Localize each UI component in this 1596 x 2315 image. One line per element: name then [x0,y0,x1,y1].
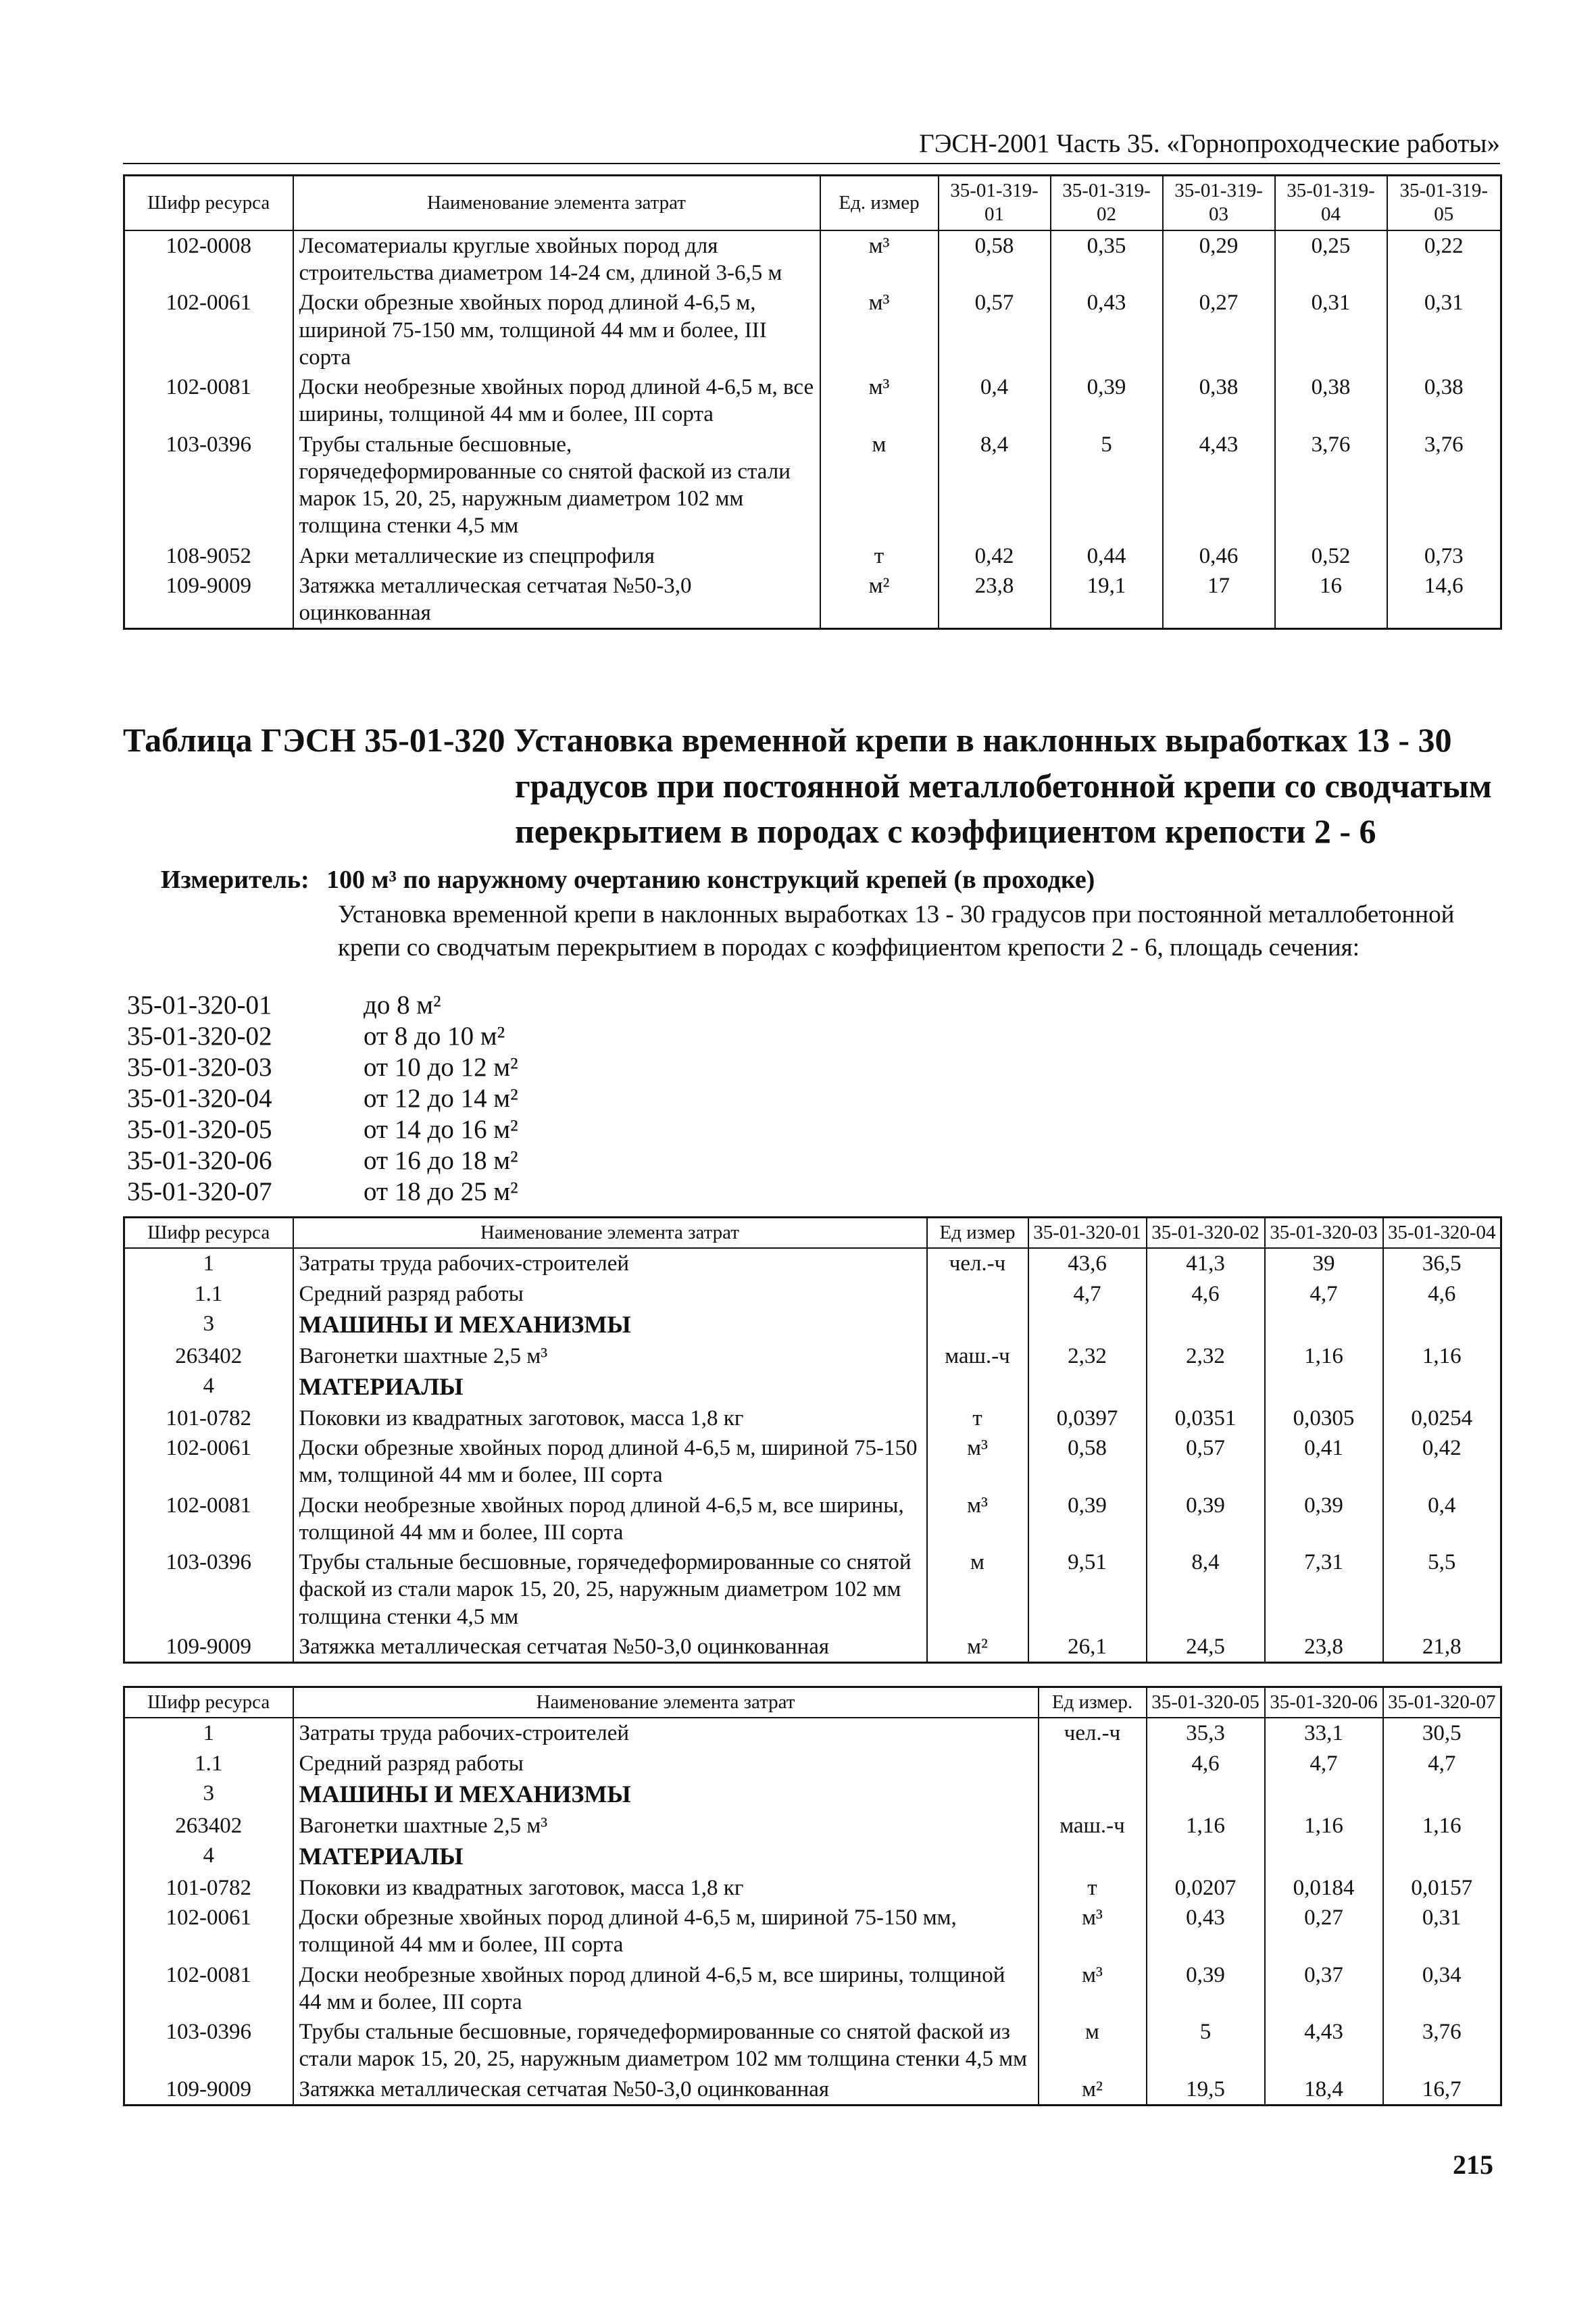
value-cell: 4,6 [1147,1279,1265,1309]
table-row [124,1279,1501,1309]
cost-element-name: Арки металлические из спецпрофиля [293,541,820,571]
value-cell: 0,37 [1265,1960,1383,2018]
cost-element-name: Трубы стальные бесшовные, горячедеформированные со снятой фаской из стали марок 15, 20, 25, наружным диаметром 102 мм толщина стенки 4,5 мм [293,430,820,541]
value-cell: 0,57 [1147,1433,1265,1491]
column-header: 35-01-320-07 [1383,1687,1501,1718]
variant-item [127,1114,518,1145]
variant-code: 35-01-320-01 [127,991,272,1020]
value-cell: 0,38 [1387,372,1501,430]
value-cell: 0,27 [1265,1903,1383,1960]
cost-element-name: Затяжка металлическая сетчатая №50-3,0 оцинкованная [293,2074,1039,2106]
variant-item [127,1176,518,1208]
table-row [124,1248,1501,1278]
value-cell: 19,1 [1051,571,1163,629]
column-header: 35-01-319-02 [1051,176,1163,230]
resource-code: 3 [124,1309,293,1341]
value-cell: 18,4 [1265,2074,1383,2106]
value-cell: 5,5 [1383,1547,1501,1632]
value-cell: 0,4 [1383,1491,1501,1548]
resource-table-320-b [123,1686,1502,2106]
value-cell: 0,57 [939,288,1051,372]
value-cell: 8,4 [1147,1547,1265,1632]
cost-element-name: Трубы стальные бесшовные, горячедеформированные со снятой фаской из стали марок 15, 20, 25, наружным диаметром 102 мм толщина стенки 4,5 мм [293,1547,927,1632]
unit-cell: м³ [1039,1903,1147,1960]
unit-cell [927,1279,1028,1309]
unit-cell [1039,1749,1147,1778]
resource-table-320-a [123,1216,1502,1664]
work-description: Установка временной крепи в наклонных выработках 13 - 30 градусов при постоянной металлобетонной крепи со сводчатым перекрытием в породах с коэффициентом крепости 2 - 6, площадь сечения: [338,901,1455,962]
value-cell: 23,8 [1265,1632,1383,1663]
table-header-row [124,176,1501,230]
resource-code: 103-0396 [124,1547,293,1632]
value-cell: 0,42 [939,541,1051,571]
resource-code: 3 [124,1778,293,1811]
column-header: Ед измер. [1039,1687,1147,1718]
unit-cell [927,1309,1028,1341]
value-cell [1028,1309,1147,1341]
value-cell: 4,7 [1265,1279,1383,1309]
unit-cell: м³ [820,230,939,289]
value-cell: 0,39 [1028,1491,1147,1548]
table-header-row [124,1218,1501,1249]
variant-code: 35-01-320-04 [127,1084,272,1114]
table-row [124,2074,1501,2106]
cost-element-name: МАТЕРИАЛЫ [293,1371,927,1403]
variant-item [127,1052,518,1083]
value-cell: 0,43 [1051,288,1163,372]
table-row [124,372,1501,430]
value-cell: 0,34 [1383,1960,1501,2018]
unit-cell: м² [927,1632,1028,1663]
value-cell: 24,5 [1147,1632,1265,1663]
value-cell [1147,1778,1265,1811]
cost-element-name: Доски обрезные хвойных пород длиной 4-6,5 м, шириной 75-150 мм, толщиной 44 мм и более, III сорта [293,1903,1039,1960]
cost-element-name: Доски необрезные хвойных пород длиной 4-6,5 м, все ширины, толщиной 44 мм и более, III сорта [293,372,820,430]
table-row [124,1873,1501,1903]
value-cell: 0,0254 [1383,1403,1501,1433]
variant-range: от 10 до 12 м² [364,1053,518,1082]
column-header: Шифр ресурса [124,176,293,230]
value-cell: 0,29 [1163,230,1275,289]
table-header-row [124,1687,1501,1718]
value-cell: 4,43 [1265,2017,1383,2074]
variant-code: 35-01-320-06 [127,1146,272,1176]
title-line-1: Таблица ГЭСН 35-01-320 Установка временной крепи в наклонных выработках 13 - 30 [123,721,1452,759]
value-cell: 0,58 [939,230,1051,289]
table-row [124,1341,1501,1371]
cost-element-name: Трубы стальные бесшовные, горячедеформированные со снятой фаской из стали марок 15, 20, 25, наружным диаметром 102 мм толщина стенки 4,5 мм [293,2017,1039,2074]
variant-code: 35-01-320-05 [127,1115,272,1145]
value-cell: 21,8 [1383,1632,1501,1663]
table-row [124,2017,1501,2074]
variant-item [127,1021,518,1052]
cost-element-name: Вагонетки шахтные 2,5 м³ [293,1341,927,1371]
value-cell [1265,1371,1383,1403]
value-cell: 2,32 [1147,1341,1265,1371]
value-cell: 0,58 [1028,1433,1147,1491]
value-cell: 0,0397 [1028,1403,1147,1433]
value-cell: 1,16 [1383,1341,1501,1371]
value-cell: 5 [1147,2017,1265,2074]
column-header: 35-01-320-03 [1265,1218,1383,1249]
value-cell: 0,4 [939,372,1051,430]
value-cell: 1,16 [1147,1811,1265,1841]
value-cell [1383,1309,1501,1341]
value-cell: 0,0157 [1383,1873,1501,1903]
unit-cell [1039,1841,1147,1873]
value-cell: 33,1 [1265,1718,1383,1748]
table-row [124,1903,1501,1960]
cost-element-name: Затяжка металлическая сетчатая №50-3,0 оцинкованная [293,571,820,629]
resource-code: 1 [124,1248,293,1278]
value-cell: 30,5 [1383,1718,1501,1748]
value-cell [1383,1841,1501,1873]
unit-cell: маш.-ч [927,1341,1028,1371]
unit-cell: чел.-ч [927,1248,1028,1278]
resource-code: 4 [124,1371,293,1403]
variant-range: от 14 до 16 м² [364,1115,518,1145]
value-cell: 0,31 [1383,1903,1501,1960]
resource-code: 109-9009 [124,1632,293,1663]
table-row [124,1632,1501,1663]
unit-cell: м³ [927,1433,1028,1491]
value-cell: 16,7 [1383,2074,1501,2106]
section-row [124,1371,1501,1403]
unit-cell: м³ [927,1491,1028,1548]
value-cell: 0,39 [1265,1491,1383,1548]
section-row [124,1841,1501,1873]
value-cell: 9,51 [1028,1547,1147,1632]
cost-element-name: МАШИНЫ И МЕХАНИЗМЫ [293,1309,927,1341]
variant-range: от 16 до 18 м² [364,1146,518,1176]
value-cell: 0,31 [1387,288,1501,372]
cost-element-name: МАШИНЫ И МЕХАНИЗМЫ [293,1778,1039,1811]
value-cell [1383,1371,1501,1403]
value-cell: 26,1 [1028,1632,1147,1663]
value-cell: 0,27 [1163,288,1275,372]
variant-item [127,1083,518,1114]
value-cell: 3,76 [1383,2017,1501,2074]
section-row [124,1778,1501,1811]
unit-cell: т [1039,1873,1147,1903]
value-cell: 0,52 [1275,541,1387,571]
resource-code: 102-0061 [124,1433,293,1491]
column-header: Ед измер [927,1218,1028,1249]
unit-cell: м [927,1547,1028,1632]
variant-range: от 12 до 14 м² [364,1084,518,1114]
resource-code: 109-9009 [124,2074,293,2106]
cost-element-name: Поковки из квадратных заготовок, масса 1,8 кг [293,1873,1039,1903]
value-cell: 36,5 [1383,1248,1501,1278]
column-header: Шифр ресурса [124,1218,293,1249]
column-header: 35-01-319-01 [939,176,1051,230]
unit-cell: маш.-ч [1039,1811,1147,1841]
page-number: 215 [1453,2149,1493,2180]
value-cell [1265,1309,1383,1341]
value-cell: 4,6 [1147,1749,1265,1778]
resource-code: 1 [124,1718,293,1748]
value-cell: 0,44 [1051,541,1163,571]
value-cell: 0,35 [1051,230,1163,289]
value-cell: 41,3 [1147,1248,1265,1278]
resource-code: 4 [124,1841,293,1873]
resource-code: 109-9009 [124,571,293,629]
value-cell: 0,46 [1163,541,1275,571]
column-header: 35-01-320-05 [1147,1687,1265,1718]
value-cell: 0,22 [1387,230,1501,289]
value-cell: 3,76 [1387,430,1501,541]
value-cell: 1,16 [1265,1811,1383,1841]
value-cell: 0,38 [1275,372,1387,430]
column-header: Шифр ресурса [124,1687,293,1718]
value-cell [1147,1309,1265,1341]
column-header: 35-01-319-04 [1275,176,1387,230]
variant-range: от 18 до 25 м² [364,1177,518,1207]
measure-label: Измеритель: [161,866,309,894]
value-cell: 0,0184 [1265,1873,1383,1903]
resource-code: 103-0396 [124,430,293,541]
table-row [124,230,1501,289]
unit-cell: м³ [1039,1960,1147,2018]
table-row [124,541,1501,571]
unit-cell: м³ [820,372,939,430]
table-row [124,1433,1501,1491]
cost-element-name: Доски необрезные хвойных пород длиной 4-6,5 м, все ширины, толщиной 44 мм и более, III сорта [293,1491,927,1548]
cost-element-name: Средний разряд работы [293,1279,927,1309]
table-row [124,288,1501,372]
unit-cell: т [927,1403,1028,1433]
value-cell: 0,38 [1163,372,1275,430]
unit-cell: м [820,430,939,541]
column-header: Ед. измер [820,176,939,230]
value-cell: 0,39 [1147,1491,1265,1548]
unit-cell [1039,1778,1147,1811]
variant-range: до 8 м² [364,991,441,1020]
resource-table-319 [123,174,1502,630]
table-row [124,1718,1501,1748]
value-cell: 5 [1051,430,1163,541]
unit-cell: чел.-ч [1039,1718,1147,1748]
value-cell [1265,1841,1383,1873]
column-header: 35-01-320-02 [1147,1218,1265,1249]
value-cell: 0,39 [1051,372,1163,430]
cost-element-name: Затяжка металлическая сетчатая №50-3,0 оцинкованная [293,1632,927,1663]
value-cell: 0,0305 [1265,1403,1383,1433]
resource-code: 102-0061 [124,1903,293,1960]
table-row [124,1811,1501,1841]
resource-code: 263402 [124,1341,293,1371]
value-cell: 3,76 [1275,430,1387,541]
value-cell: 0,39 [1147,1960,1265,2018]
unit-cell [927,1371,1028,1403]
value-cell: 0,25 [1275,230,1387,289]
resource-code: 108-9052 [124,541,293,571]
value-cell: 39 [1265,1248,1383,1278]
value-cell [1147,1841,1265,1873]
title-line-2: градусов при постоянной металлобетонной крепи со сводчатым [515,766,1492,805]
value-cell: 7,31 [1265,1547,1383,1632]
variant-code: 35-01-320-02 [127,1022,272,1051]
cost-element-name: Доски обрезные хвойных пород длиной 4-6,5 м, шириной 75-150 мм, толщиной 44 мм и более, III сорта [293,1433,927,1491]
value-cell [1383,1778,1501,1811]
value-cell: 19,5 [1147,2074,1265,2106]
value-cell: 0,73 [1387,541,1501,571]
resource-code: 102-0081 [124,372,293,430]
column-header: Наименование элемента затрат [293,1218,927,1249]
cost-element-name: Лесоматериалы круглые хвойных пород для строительства диаметром 14-24 см, длиной 3-6,5 м [293,230,820,289]
unit-cell: м² [820,571,939,629]
running-header: ГЭСН-2001 Часть 35. «Горнопроходческие работы» [123,128,1500,164]
table-row [124,1403,1501,1433]
value-cell: 4,7 [1383,1749,1501,1778]
value-cell: 0,31 [1275,288,1387,372]
value-cell: 0,41 [1265,1433,1383,1491]
table-row [124,1547,1501,1632]
table-row [124,571,1501,629]
value-cell: 1,16 [1265,1341,1383,1371]
resource-code: 102-0061 [124,288,293,372]
value-cell: 23,8 [939,571,1051,629]
measure-line [161,865,1505,895]
column-header: Наименование элемента затрат [293,176,820,230]
column-header: 35-01-320-01 [1028,1218,1147,1249]
variant-range: от 8 до 10 м² [364,1022,505,1051]
value-cell: 0,43 [1147,1903,1265,1960]
resource-code: 263402 [124,1811,293,1841]
section-row [124,1309,1501,1341]
resource-code: 102-0008 [124,230,293,289]
cost-element-name: Вагонетки шахтные 2,5 м³ [293,1811,1039,1841]
variant-item [127,1145,518,1176]
cost-element-name: Затраты труда рабочих-строителей [293,1248,927,1278]
value-cell: 0,42 [1383,1433,1501,1491]
resource-code: 102-0081 [124,1960,293,2018]
cost-element-name: Средний разряд работы [293,1749,1039,1778]
table-row [124,430,1501,541]
variant-item [127,990,518,1021]
unit-cell: м³ [820,288,939,372]
title-line-3: перекрытием в породах с коэффициентом крепости 2 - 6 [515,812,1376,850]
value-cell: 14,6 [1387,571,1501,629]
value-cell: 43,6 [1028,1248,1147,1278]
resource-code: 1.1 [124,1279,293,1309]
variant-list [127,990,518,1208]
table-row [124,1749,1501,1778]
table-title [123,718,1508,855]
cost-element-name: Поковки из квадратных заготовок, масса 1,8 кг [293,1403,927,1433]
value-cell: 4,7 [1028,1279,1147,1309]
value-cell: 4,6 [1383,1279,1501,1309]
value-cell [1147,1371,1265,1403]
resource-code: 103-0396 [124,2017,293,2074]
value-cell: 1,16 [1383,1811,1501,1841]
column-header: 35-01-320-06 [1265,1687,1383,1718]
value-cell: 16 [1275,571,1387,629]
resource-code: 1.1 [124,1749,293,1778]
resource-code: 101-0782 [124,1873,293,1903]
value-cell: 0,0351 [1147,1403,1265,1433]
cost-element-name: Доски обрезные хвойных пород длиной 4-6,5 м, шириной 75-150 мм, толщиной 44 мм и более, III сорта [293,288,820,372]
value-cell: 17 [1163,571,1275,629]
value-cell: 4,7 [1265,1749,1383,1778]
value-cell [1028,1371,1147,1403]
resource-code: 102-0081 [124,1491,293,1548]
column-header: Наименование элемента затрат [293,1687,1039,1718]
measure-value: 100 м³ по наружному очертанию конструкций крепей (в проходке) [326,866,1095,894]
unit-cell: т [820,541,939,571]
value-cell: 0,0207 [1147,1873,1265,1903]
value-cell: 35,3 [1147,1718,1265,1748]
value-cell: 8,4 [939,430,1051,541]
resource-code: 101-0782 [124,1403,293,1433]
unit-cell: м² [1039,2074,1147,2106]
column-header: 35-01-320-04 [1383,1218,1501,1249]
value-cell: 2,32 [1028,1341,1147,1371]
cost-element-name: Затраты труда рабочих-строителей [293,1718,1039,1748]
value-cell [1265,1778,1383,1811]
variant-code: 35-01-320-07 [127,1177,272,1207]
table-row [124,1491,1501,1548]
variant-code: 35-01-320-03 [127,1053,272,1082]
cost-element-name: Доски необрезные хвойных пород длиной 4-6,5 м, все ширины, толщиной 44 мм и более, III сорта [293,1960,1039,2018]
column-header: 35-01-319-05 [1387,176,1501,230]
column-header: 35-01-319-03 [1163,176,1275,230]
cost-element-name: МАТЕРИАЛЫ [293,1841,1039,1873]
table-row [124,1960,1501,2018]
unit-cell: м [1039,2017,1147,2074]
value-cell: 4,43 [1163,430,1275,541]
